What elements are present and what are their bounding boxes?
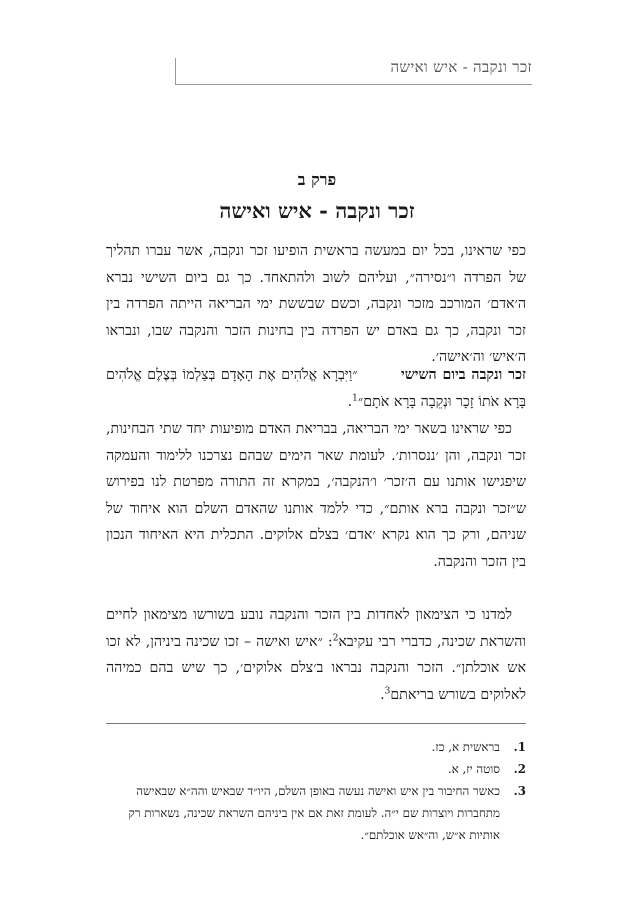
footnote-number: 2.	[513, 762, 526, 776]
paragraph-intro: כפי שראינו, בכל יום במעשה בראשית הופיעו זכר ונקבה, אשר עברו תהליך של הפרדה ו״נסירה״, ועליהם לשוב ולהתאחד. כך גם ביום השישי נברא ה׳אדם׳ המורכב מזכר ונקבה, וכשם שבששת ימי הבריאה הייתה הפרדה בין זכר ונקבה, כך גם באדם יש הפרדה בין בחינות הזכר והנקבה שבו, ונבראו ה׳איש׳ וה׳אישה׳.	[106, 243, 526, 365]
paragraph-unity	[106, 602, 526, 708]
verse-end: .	[347, 393, 353, 410]
chapter-title: זכר ונקבה - איש ואישה	[219, 198, 415, 223]
footnote-text: בראשית א, כז.	[431, 740, 500, 754]
footnote-ref-1[interactable]: 1	[352, 392, 358, 403]
footnote-number: 1.	[513, 740, 526, 754]
running-head-title: זכר ונקבה - איש ואישה	[390, 58, 532, 76]
footnote-divider	[106, 723, 526, 724]
paragraph-unity-part2: : ״איש ואישה – זכו שכינה ביניהן, לא זכו אש אוכלתן״. הזכר והנקבה נבראו ב׳צלם אלוקים׳, כך שיש בהם כמיהה לאלוקים בשורש בריאתם	[106, 633, 526, 703]
chapter-heading	[0, 170, 634, 224]
section-verse	[106, 362, 526, 415]
footnote-item	[106, 736, 526, 758]
footnote-item	[106, 758, 526, 780]
footnote-number: 3.	[513, 784, 526, 798]
section-heading: זכר ונקבה ביום השישי	[401, 367, 526, 383]
paragraph-unity-part3: .	[380, 686, 385, 703]
footnote-text: כאשר החיבור בין איש ואישה נעשה באופן השלם, היו״ד שבאיש והה״א שבאישה מתחברות ויוצרות שם י״ה. לעומת זאת אם אין ביניהם השראת שכינה, נשארות רק אותיות א״ש, וה״אש אוכלתם״.	[128, 784, 500, 842]
verse-quote: ״וַיִּבְרָא אֱלֹהִים אֶת הָאָדָם בְּצַלְמוֹ בְּצֶלֶם אֱלֹהִים בָּרָא אֹתוֹ זָכָר וּנְקֵבָה בָּרָא אֹתָם״	[106, 367, 526, 410]
footnote-text: סוטה יז, א.	[447, 762, 500, 776]
running-head	[175, 58, 532, 85]
paragraph-unity-part1: למדנו כי הצימאון לאחדות בין הזכר והנקבה נובע בשורשו מצימאון לחיים והשראת שכינה, כדברי רבי עקיבא	[106, 607, 526, 650]
paragraph-creation: כפי שראינו בשאר ימי הבריאה, בבריאת האדם מופיעות יחד שתי הבחינות, זכר ונקבה, והן ׳ננסרות׳. לעומת שאר הימים שבהם נצרכנו ללימוד והעמקה שיפגישו אותנו עם ה׳זכר׳ ו׳הנקבה׳, במקרא זה התורה מפרטת לנו בפירוש ש״זכר ונקבה ברא אותם״, כדי ללמד אותנו שהאדם השלם הוא איחוד של שניהם, ורק כך הוא נקרא ׳אדם׳ בצלם אלוקים. התכלית היא האיחוד הנכון בין הזכר והנקבה.	[106, 421, 526, 570]
footnote-ref-2[interactable]: 2	[332, 632, 339, 643]
chapter-number: פרק ב	[297, 170, 337, 189]
footnotes	[106, 736, 526, 846]
footnote-ref-3[interactable]: 3	[384, 685, 391, 696]
footnote-item	[106, 780, 526, 846]
